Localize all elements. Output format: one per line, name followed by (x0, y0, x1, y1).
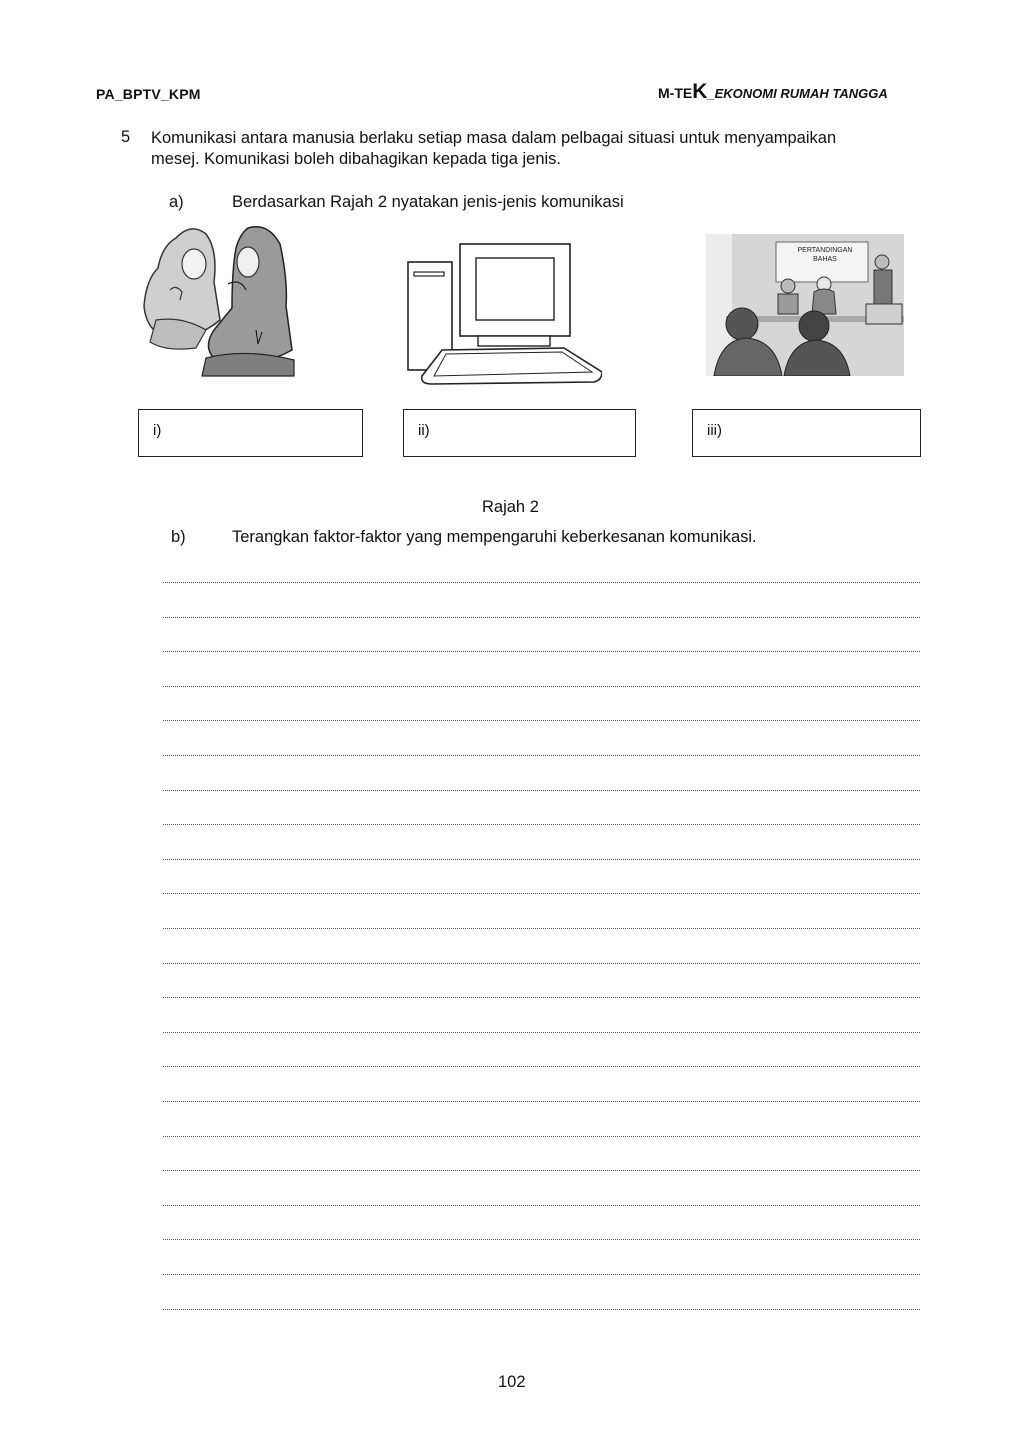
women-talking-illustration (136, 220, 296, 378)
answer-line[interactable] (163, 755, 920, 756)
header-right-suffix: _EKONOMI RUMAH TANGGA (707, 86, 888, 101)
question-text: Komunikasi antara manusia berlaku setiap masa dalam pelbagai situasi untuk menyampaikan mesej. Komunikasi boleh dibahagikan kepada tiga jenis. (151, 129, 837, 168)
answer-line[interactable] (163, 928, 920, 929)
answer-box-1[interactable] (138, 409, 363, 457)
answer-line[interactable] (163, 963, 920, 964)
answer-box-2[interactable] (403, 409, 636, 457)
answer-line[interactable] (163, 859, 920, 860)
answer-line[interactable] (163, 651, 920, 652)
page-number: 102 (498, 1373, 526, 1391)
header-right (658, 80, 888, 104)
part-b-letter: b) (171, 528, 186, 546)
answer-line[interactable] (163, 1274, 920, 1275)
answer-line[interactable] (163, 893, 920, 894)
header-left: PA_BPTV_KPM (96, 86, 201, 102)
answer-line[interactable] (163, 1136, 920, 1137)
computer-illustration (406, 242, 602, 386)
part-a-text: Berdasarkan Rajah 2 nyatakan jenis-jenis komunikasi (232, 193, 624, 211)
answer-box-1-label: i) (153, 422, 162, 439)
question-number: 5 (121, 128, 131, 146)
debate-sign-text: PERTANDINGAN BAHAS (797, 247, 853, 263)
answer-line[interactable] (163, 582, 920, 583)
answer-line[interactable] (163, 617, 920, 618)
answer-line[interactable] (163, 790, 920, 791)
part-b-text: Terangkan faktor-faktor yang mempengaruhi keberkesanan komunikasi. (232, 528, 757, 546)
answer-box-3[interactable] (692, 409, 921, 457)
answer-line[interactable] (163, 1101, 920, 1102)
answer-line[interactable] (163, 1170, 920, 1171)
answer-line[interactable] (163, 997, 920, 998)
answer-line[interactable] (163, 824, 920, 825)
part-a-letter: a) (169, 193, 184, 211)
header-right-big-letter: K (692, 80, 708, 103)
header-right-prefix: M-TE (658, 85, 693, 101)
debate-competition-illustration (706, 234, 904, 376)
figure-caption: Rajah 2 (482, 498, 539, 516)
answer-line[interactable] (163, 686, 920, 687)
answer-line[interactable] (163, 1239, 920, 1240)
answer-line[interactable] (163, 1309, 920, 1310)
answer-box-3-label: iii) (707, 422, 722, 439)
answer-line[interactable] (163, 1066, 920, 1067)
answer-box-2-label: ii) (418, 422, 430, 439)
answer-line[interactable] (163, 720, 920, 721)
answer-line[interactable] (163, 1032, 920, 1033)
answer-line[interactable] (163, 1205, 920, 1206)
